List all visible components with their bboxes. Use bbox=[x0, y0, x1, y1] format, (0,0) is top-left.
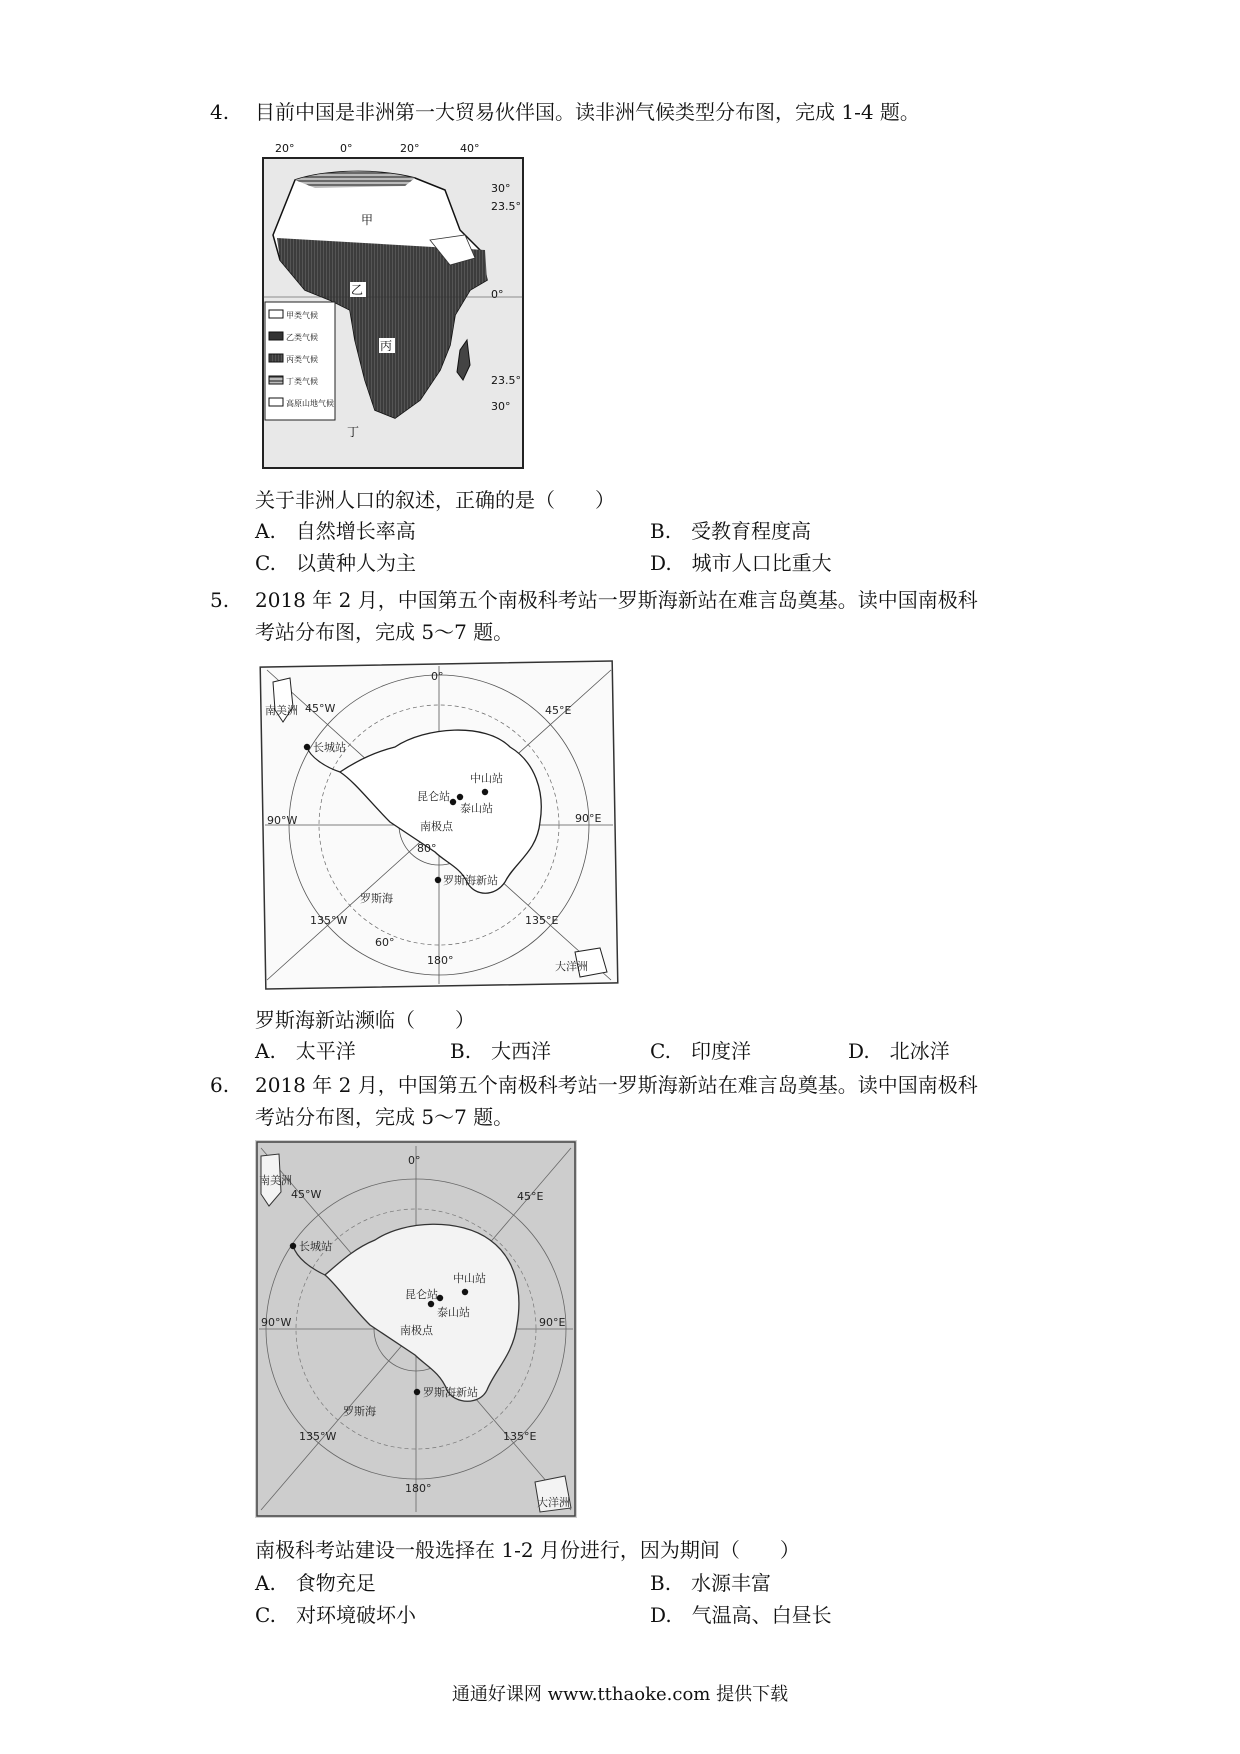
station-ross-sea-new: 罗斯海新站 bbox=[443, 874, 498, 887]
station-zhongshan: 中山站 bbox=[470, 772, 503, 785]
antarctica2-south-pole: 南极点 bbox=[400, 1324, 433, 1337]
region-bing: 丙 bbox=[380, 339, 393, 353]
legend-bing: 丙类气候 bbox=[286, 355, 318, 364]
region-jia: 甲 bbox=[361, 213, 374, 227]
page-footer: 通通好课网 www.tthaoke.com 提供下载 bbox=[451, 1684, 789, 1705]
question-6-stem-line2: 考站分布图，完成 5～7 题。 bbox=[255, 1105, 514, 1129]
antarctica-deg-0: 0° bbox=[431, 670, 444, 683]
antarctica-deg-90w: 90°W bbox=[267, 814, 298, 827]
question-5-option-b[interactable]: B. 大西洋 bbox=[450, 1039, 552, 1063]
question-6-option-c[interactable]: C. 对环境破坏小 bbox=[255, 1603, 416, 1627]
antarctica2-deg-135e: 135°E bbox=[503, 1430, 537, 1443]
lon-label-3: 20° bbox=[400, 142, 420, 155]
antarctica2-oceania: 大洋洲 bbox=[537, 1496, 570, 1509]
question-4-option-d[interactable]: D. 城市人口比重大 bbox=[650, 551, 832, 575]
question-5-option-a[interactable]: A. 太平洋 bbox=[255, 1039, 356, 1063]
antarctica2-ross-sea: 罗斯海 bbox=[343, 1405, 376, 1418]
question-6-option-a[interactable]: A. 食物充足 bbox=[255, 1571, 376, 1595]
question-4-stem: 目前中国是非洲第一大贸易伙伴国。读非洲气候类型分布图，完成 1-4 题。 bbox=[255, 100, 920, 124]
station-kunlun: 昆仑站 bbox=[417, 790, 450, 803]
antarctica2-deg-0: 0° bbox=[408, 1154, 421, 1167]
question-6-text: 南极科考站建设一般选择在 1-2 月份进行，因为期间（ ） bbox=[255, 1538, 800, 1562]
station2-taishan: 泰山站 bbox=[437, 1306, 470, 1319]
antarctica-ross-sea: 罗斯海 bbox=[360, 892, 393, 905]
antarctica-deg-45w: 45°W bbox=[305, 702, 336, 715]
lat-label-5: 30° bbox=[491, 400, 511, 413]
antarctica-deg-60: 60° bbox=[375, 936, 395, 949]
lat-label-3: 0° bbox=[491, 288, 504, 301]
question-6-stem-line1: 2018 年 2 月，中国第五个南极科考站一罗斯海新站在难言岛奠基。读中国南极科 bbox=[255, 1073, 978, 1097]
station2-changcheng: 长城站 bbox=[299, 1240, 332, 1253]
lat-label-1: 30° bbox=[491, 182, 511, 195]
antarctica-stations-map-gray bbox=[255, 1140, 577, 1518]
antarctica-stations-map bbox=[255, 652, 625, 992]
lon-label-2: 0° bbox=[340, 142, 353, 155]
africa-map-svg bbox=[255, 140, 530, 472]
legend-ding: 丁类气候 bbox=[286, 377, 318, 386]
antarctica-deg-135w: 135°W bbox=[310, 914, 348, 927]
antarctica-map-svg-1 bbox=[255, 652, 625, 992]
antarctica2-deg-180: 180° bbox=[405, 1482, 432, 1495]
lat-label-2: 23.5° bbox=[491, 200, 521, 213]
antarctica-deg-80: 80° bbox=[417, 842, 437, 855]
legend-highland: 高原山地气候 bbox=[286, 399, 334, 408]
lon-label-1: 20° bbox=[275, 142, 295, 155]
region-yi: 乙 bbox=[351, 283, 364, 297]
question-5-text: 罗斯海新站濒临（ ） bbox=[255, 1008, 475, 1032]
antarctica-deg-90e: 90°E bbox=[575, 812, 602, 825]
station2-zhongshan: 中山站 bbox=[453, 1272, 486, 1285]
question-5-number: 5. bbox=[210, 588, 230, 612]
station-taishan: 泰山站 bbox=[460, 802, 493, 815]
question-5-option-d[interactable]: D. 北冰洋 bbox=[848, 1039, 950, 1063]
antarctica-south-pole: 南极点 bbox=[420, 820, 453, 833]
lat-label-4: 23.5° bbox=[491, 374, 521, 387]
antarctica2-south-america: 南美洲 bbox=[259, 1174, 292, 1187]
antarctica2-deg-90w: 90°W bbox=[261, 1316, 292, 1329]
antarctica-deg-180: 180° bbox=[427, 954, 454, 967]
legend-jia: 甲类气候 bbox=[286, 311, 318, 320]
antarctica-oceania: 大洋洲 bbox=[555, 960, 588, 973]
question-5-stem-line2: 考站分布图，完成 5～7 题。 bbox=[255, 620, 514, 644]
station-changcheng: 长城站 bbox=[313, 741, 346, 754]
question-4-text: 关于非洲人口的叙述，正确的是（ ） bbox=[255, 488, 615, 512]
question-6-option-d[interactable]: D. 气温高、白昼长 bbox=[650, 1603, 832, 1627]
question-5-stem-line1: 2018 年 2 月，中国第五个南极科考站一罗斯海新站在难言岛奠基。读中国南极科 bbox=[255, 588, 978, 612]
antarctica2-deg-45w: 45°W bbox=[291, 1188, 322, 1201]
question-4-number: 4. bbox=[210, 100, 230, 124]
africa-climate-map bbox=[255, 140, 530, 472]
antarctica-deg-135e: 135°E bbox=[525, 914, 559, 927]
antarctica-south-america: 南美洲 bbox=[265, 704, 298, 717]
question-4-option-b[interactable]: B. 受教育程度高 bbox=[650, 519, 812, 543]
antarctica2-deg-135w: 135°W bbox=[299, 1430, 337, 1443]
question-4-option-a[interactable]: A. 自然增长率高 bbox=[255, 519, 416, 543]
legend-yi: 乙类气候 bbox=[286, 333, 318, 342]
question-6-option-b[interactable]: B. 水源丰富 bbox=[650, 1571, 772, 1595]
antarctica2-deg-45e: 45°E bbox=[517, 1190, 544, 1203]
question-5-option-c[interactable]: C. 印度洋 bbox=[650, 1039, 751, 1063]
question-6-number: 6. bbox=[210, 1073, 230, 1097]
antarctica-map-svg-2 bbox=[255, 1140, 577, 1518]
lon-label-4: 40° bbox=[460, 142, 480, 155]
antarctica-deg-45e: 45°E bbox=[545, 704, 572, 717]
station2-ross-sea-new: 罗斯海新站 bbox=[423, 1386, 478, 1399]
question-4-option-c[interactable]: C. 以黄种人为主 bbox=[255, 551, 416, 575]
antarctica2-deg-90e: 90°E bbox=[539, 1316, 566, 1329]
station2-kunlun: 昆仑站 bbox=[405, 1288, 438, 1301]
region-ding: 丁 bbox=[347, 425, 360, 439]
